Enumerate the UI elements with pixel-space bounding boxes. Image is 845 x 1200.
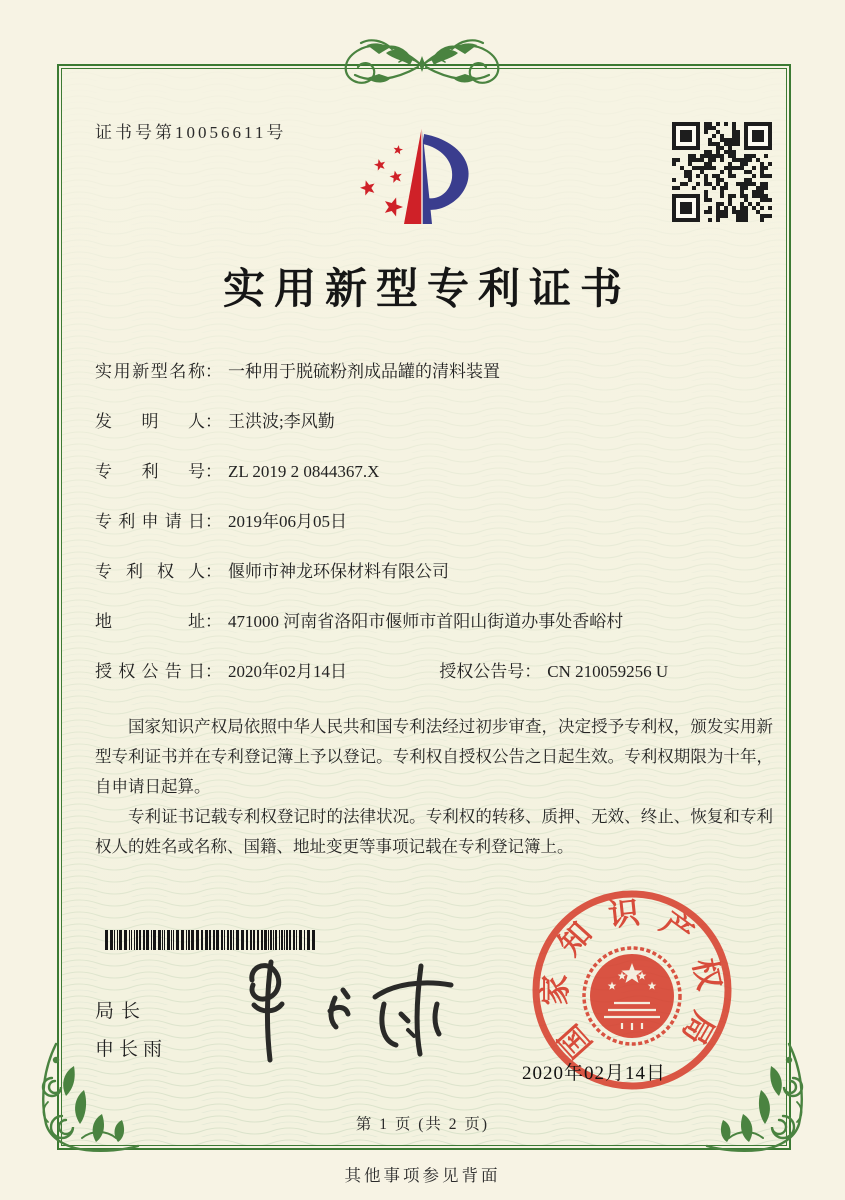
field-value: 471000 河南省洛阳市偃师市首阳山街道办事处香峪村 — [228, 612, 624, 631]
field-value: 偃师市神龙环保材料有限公司 — [228, 562, 449, 581]
qr-code — [672, 122, 772, 222]
field-label: 专利号 — [95, 462, 205, 481]
field-row-inventor — [95, 410, 775, 434]
logo-p-bowl — [423, 134, 469, 210]
field-row-filing-date — [95, 510, 775, 534]
field-pair-grant-number — [439, 662, 668, 681]
back-note: 其他事项参见背面 — [344, 1166, 501, 1185]
field-row-name — [95, 360, 775, 384]
field-value: 2020年02月14日 — [228, 662, 347, 681]
field-colon: ： — [205, 562, 222, 581]
field-colon: ： — [524, 662, 542, 681]
field-value: ZL 2019 2 0844367.X — [228, 462, 380, 481]
certificate-number: 证书号第10056611号 — [95, 123, 287, 142]
legal-paragraph-1: 国家知识产权局依照中华人民共和国专利法经过初步审查，决定授予专利权，颁发实用新型专利证书并在专利登记簿上予以登记。专利权自授权公告之日起生效。专利权期限为十年，自申请日起算。 — [95, 717, 773, 797]
field-colon: ： — [205, 412, 222, 431]
field-label: 实用新型名称 — [95, 362, 205, 381]
logo-stars — [358, 144, 405, 217]
field-colon: ： — [205, 512, 222, 531]
page-indicator: 第 1 页 (共 2 页) — [355, 1116, 490, 1133]
cnipa-logo — [338, 120, 498, 234]
field-label: 专利申请日 — [95, 512, 205, 531]
svg-text:权: 权 — [686, 955, 728, 993]
svg-text:国: 国 — [551, 1017, 599, 1065]
certificate-title: 实用新型专利证书 — [222, 267, 631, 313]
field-colon: ： — [205, 462, 222, 481]
field-label: 授权公告日 — [95, 662, 205, 681]
field-row-grant — [95, 660, 775, 684]
top-scroll-ornament — [297, 34, 547, 94]
svg-text:识: 识 — [606, 894, 642, 933]
field-label: 授权公告号 — [439, 662, 525, 681]
officer-name: 申长雨 — [95, 1039, 168, 1060]
field-label: 地址 — [95, 612, 205, 631]
field-row-address — [95, 610, 775, 634]
legal-text — [95, 712, 773, 862]
svg-text:家: 家 — [538, 974, 573, 1006]
seal-date: 2020年02月14日 — [522, 1063, 667, 1084]
field-label: 专利权人 — [95, 562, 205, 581]
svg-text:产: 产 — [654, 904, 700, 952]
director-signature — [225, 948, 470, 1073]
officer-title: 局长 — [95, 1001, 148, 1022]
field-colon: ： — [205, 612, 222, 631]
field-value: CN 210059256 U — [547, 662, 669, 681]
seal-national-emblem — [584, 948, 680, 1044]
legal-paragraph-2: 专利证书记载专利权登记时的法律状况。专利权的转移、质押、无效、终止、恢复和专利权人的姓名或名称、国籍、地址变更等事项记载在专利登记簿上。 — [95, 807, 773, 857]
field-row-patentee — [95, 560, 775, 584]
field-value: 一种用于脱硫粉剂成品罐的清料装置 — [228, 362, 500, 381]
field-colon: ： — [205, 362, 222, 381]
field-row-patent-number — [95, 460, 775, 484]
svg-text:知: 知 — [551, 915, 599, 963]
field-colon: ： — [205, 662, 222, 681]
barcode — [105, 930, 320, 950]
logo-triangle-red — [404, 126, 422, 224]
field-list — [95, 360, 775, 710]
field-label: 发明人 — [95, 412, 205, 431]
field-value: 王洪波;李风勤 — [228, 412, 335, 431]
field-value: 2019年06月05日 — [228, 512, 347, 531]
svg-text:局: 局 — [675, 1006, 722, 1051]
